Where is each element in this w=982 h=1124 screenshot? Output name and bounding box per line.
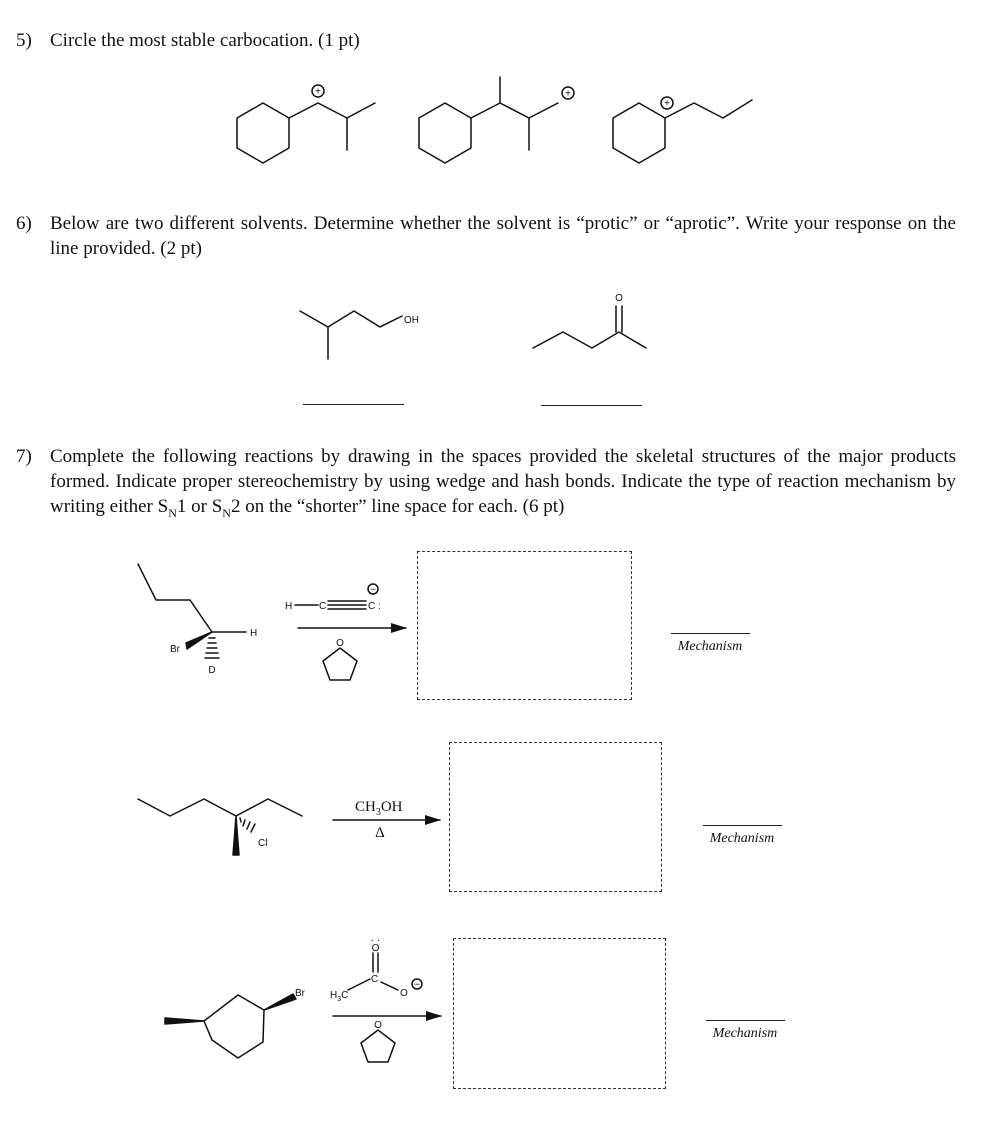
svg-text:O: O	[615, 293, 623, 304]
carbocation-1[interactable]	[237, 85, 375, 163]
svg-text:+: +	[565, 88, 571, 100]
wedge-bond	[233, 816, 239, 855]
svg-text:C: C	[371, 974, 379, 985]
reaction-1-product-box[interactable]	[417, 551, 632, 700]
lone-pair-dots: · ·	[370, 935, 381, 946]
reaction-1-substrate	[138, 564, 257, 676]
carbocation-3[interactable]	[613, 97, 752, 163]
wedge-bond	[165, 1018, 204, 1024]
reaction-2-mechanism-label: Mechanism	[709, 831, 775, 846]
reaction-2-mechanism-line[interactable]	[703, 825, 782, 826]
reaction-3-reagent	[330, 935, 422, 1003]
svg-text::: :	[378, 601, 381, 612]
reaction-3-mechanism-line[interactable]	[706, 1020, 785, 1021]
reaction-3-mechanism-label: Mechanism	[712, 1026, 778, 1041]
svg-text:−: −	[370, 584, 376, 596]
svg-text:Br: Br	[170, 644, 180, 655]
question-number: 5)	[16, 30, 32, 51]
carbocation-2[interactable]	[419, 77, 574, 163]
solvent-isoamyl-alcohol	[300, 311, 419, 359]
reaction-1-mechanism-line[interactable]	[671, 633, 750, 634]
hash-bond	[240, 818, 255, 832]
svg-text:+: +	[664, 98, 670, 110]
svg-text:OH: OH	[404, 315, 419, 326]
cyclohexane-ring	[613, 103, 665, 163]
svg-text:Cl: Cl	[258, 838, 268, 849]
svg-text:Br: Br	[295, 988, 305, 999]
svg-text:C: C	[368, 601, 376, 612]
svg-text:O: O	[371, 943, 380, 954]
hash-bond	[205, 638, 219, 658]
svg-text:C: C	[319, 601, 327, 612]
svg-text:H: H	[285, 601, 293, 612]
methyl-label: $H_3C$	[330, 990, 349, 1003]
svg-text:H: H	[250, 628, 258, 639]
heat-symbol: Δ	[375, 825, 385, 841]
thf-solvent	[323, 638, 357, 680]
wedge-bond	[264, 994, 296, 1010]
solvent-2-answer-line[interactable]	[541, 405, 642, 406]
svg-text:O: O	[374, 1020, 382, 1031]
svg-text:+: +	[315, 86, 321, 98]
question-text: Circle the most stable carbocation. (1 pt)	[50, 30, 360, 51]
reaction-1-reagent	[285, 584, 381, 612]
reagent-methanol: $CH_3OH$	[355, 799, 403, 818]
question-number: 7)	[16, 446, 32, 467]
wedge-bond	[186, 632, 212, 649]
reaction-1-mechanism-label: Mechanism	[677, 639, 743, 654]
reaction-2-reagent	[333, 799, 440, 841]
question-text: Below are two different solvents. Determine whether the solvent is “protic” or “aprotic”. Write your response on the line provided. (2 pt)	[50, 213, 956, 259]
reaction-3-substrate	[165, 988, 306, 1058]
svg-text:D: D	[208, 665, 216, 676]
reaction-3-product-box[interactable]	[453, 938, 666, 1089]
question-text: Complete the following reactions by drawing in the spaces provided the skeletal structures of the major products formed. Indicate proper stereochemistry by using wedge and hash bonds. Indicate the type of reaction mechanism by writing either $S_N1$ or $S_N2$ on the “shorter” line space for each. (6 pt)	[50, 446, 956, 520]
reaction-2-substrate	[138, 799, 302, 855]
question-number: 6)	[16, 213, 32, 234]
svg-text:O: O	[336, 638, 344, 649]
solvent-butanone	[533, 293, 646, 348]
svg-text:O: O	[400, 988, 408, 999]
cyclohexane-ring	[419, 103, 471, 163]
thf-solvent	[361, 1020, 395, 1062]
solvent-1-answer-line[interactable]	[303, 404, 404, 405]
cyclohexane-ring	[237, 103, 289, 163]
reaction-2-product-box[interactable]	[449, 742, 662, 892]
svg-text:−: −	[414, 979, 420, 991]
